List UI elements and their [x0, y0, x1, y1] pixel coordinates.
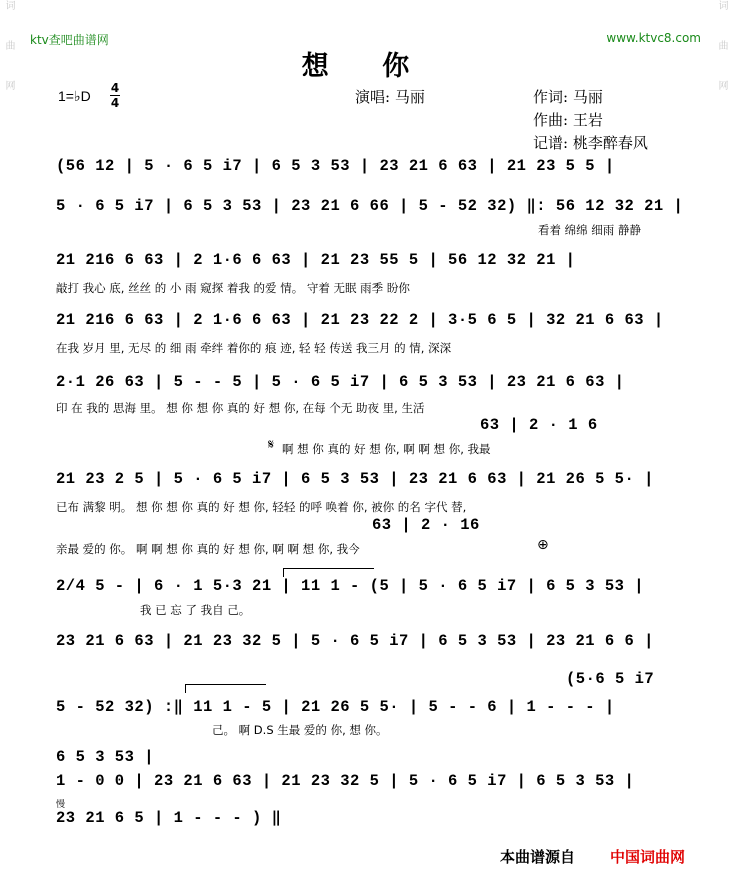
staff-line-10a: 6 5 3 53 |	[56, 748, 155, 766]
staff-line-2: 5 · 6 5 i7 | 6 5 3 53 | 23 21 6 66 | 5 - 52 32) ‖: 56 12 32 21 |	[56, 197, 684, 215]
staff-line-6: 21 23 2 5 | 5 · 6 5 i7 | 6 5 3 53 | 23 21 6 63 | 21 26 5 5· |	[56, 470, 654, 488]
time-sig-top: 4	[110, 81, 120, 95]
composer-credit: 作曲: 王岩	[533, 111, 603, 129]
time-sig-bottom: 4	[110, 96, 120, 110]
staff-line-5b: 63 | 2 · 1 6	[480, 416, 598, 434]
staff-line-8: 23 21 6 63 | 21 23 32 5 | 5 · 6 5 i7 | 6 5 3 53 | 23 21 6 6 |	[56, 632, 654, 650]
singer-credit: 演唱: 马丽	[355, 88, 425, 106]
lyric-line-6: 已布 满黎 明。 想 你 想 你 真的 好 想 你, 轻轻 的呼 唤着 你, 被你 的名 字代 替,	[56, 500, 467, 514]
coda-sign: ⊕	[537, 537, 549, 553]
staff-line-4: 21 216 6 63 | 2 1·6 6 63 | 21 23 22 2 | 3·5 6 5 | 32 21 6 63 |	[56, 311, 664, 329]
watermark-left-text: 词曲网	[3, 0, 14, 120]
lyric-line-2: 看着 绵绵 细雨 静静	[538, 223, 641, 237]
tempo-mark: 慢	[56, 800, 66, 810]
volta-bracket-1	[283, 568, 374, 577]
staff-line-9a: (5·6 5 i7	[566, 670, 655, 688]
site-link-left[interactable]: ktv查吧曲谱网	[30, 33, 109, 47]
segno-sign: 𝄋	[268, 437, 275, 453]
key-signature: 1=♭D	[58, 88, 91, 104]
staff-line-7: 2/4 5 - | 6 · 1 5·3 21 | 11 1 - (5 | 5 · 6 5 i7 | 6 5 3 53 |	[56, 577, 645, 595]
lyric-line-7: 我 已 忘 了 我自 己。	[140, 603, 251, 617]
volta-bracket-2	[185, 684, 266, 693]
lyric-line-5b: 啊 想 你 真的 好 想 你, 啊 啊 想 你, 我最	[282, 442, 491, 456]
watermark-left	[2, 0, 18, 894]
lyric-line-5: 印 在 我的 思海 里。 想 你 想 你 真的 好 想 你, 在每 个无 助夜 里, 生活	[56, 401, 425, 415]
lyric-line-9: 己。 啊 D.S 生最 爱的 你, 想 你。	[212, 723, 388, 737]
time-signature	[110, 82, 120, 109]
lyric-line-4: 在我 岁月 里, 无尽 的 细 雨 牵绊 着你的 痕 迹, 轻 轻 传送 我三月 的 情, 深深	[56, 341, 452, 355]
watermark-right	[715, 0, 731, 894]
footer-source-label: 本曲谱源自	[500, 848, 576, 866]
watermark-right-text: 词曲网	[716, 0, 727, 120]
staff-line-11: 23 21 6 5 | 1 - - - ) ‖	[56, 809, 282, 827]
staff-line-9: 5 - 52 32) :‖ 11 1 - 5 | 21 26 5 5· | 5 - - 6 | 1 - - - |	[56, 698, 615, 716]
staff-line-3: 21 216 6 63 | 2 1·6 6 63 | 21 23 55 5 | 56 12 32 21 |	[56, 251, 576, 269]
site-link-right[interactable]: www.ktvc8.com	[606, 31, 701, 45]
song-title: 想 你	[301, 51, 432, 82]
footer-site-name[interactable]: 中国词曲网	[610, 848, 686, 866]
staff-line-1: (56 12 | 5 · 6 5 i7 | 6 5 3 53 | 23 21 6 63 | 21 23 5 5 |	[56, 157, 615, 175]
lyric-line-3: 敲打 我心 底, 丝丝 的 小 雨 窥探 着我 的爱 情。 守着 无眠 雨季 盼你	[56, 281, 410, 295]
transcriber-credit: 记谱: 桃李醉春风	[533, 134, 648, 152]
lyricist-credit: 作词: 马丽	[533, 88, 603, 106]
staff-line-10: 1 - 0 0 | 23 21 6 63 | 21 23 32 5 | 5 · 6 5 i7 | 6 5 3 53 |	[56, 772, 635, 790]
lyric-line-6b: 亲最 爱的 你。 啊 啊 想 你 真的 好 想 你, 啊 啊 想 你, 我今	[56, 542, 360, 556]
staff-line-6b: 63 | 2 · 16	[372, 516, 480, 534]
staff-line-5: 2·1 26 63 | 5 - - 5 | 5 · 6 5 i7 | 6 5 3 53 | 23 21 6 63 |	[56, 373, 625, 391]
